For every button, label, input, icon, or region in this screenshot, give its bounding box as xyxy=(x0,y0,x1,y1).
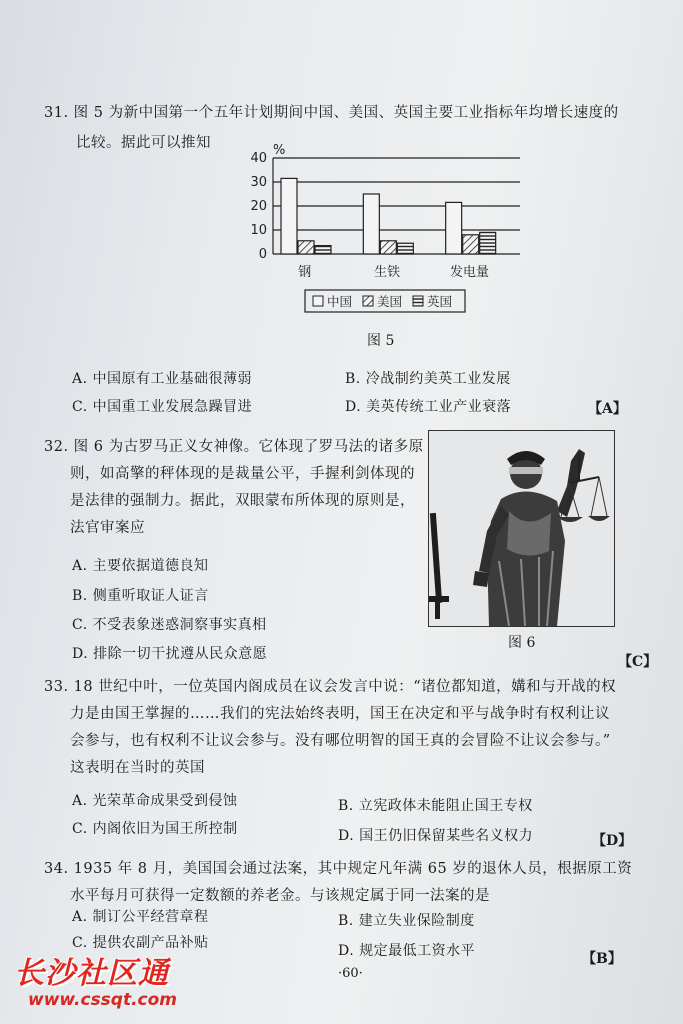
figure-6-caption: 图 6 xyxy=(508,635,536,651)
q34-answer: 【B】 xyxy=(582,951,622,967)
q32-line-4: 法官审案应 xyxy=(70,520,145,536)
chart-bar-horizontal xyxy=(315,246,331,254)
figure-5-caption: 图 5 xyxy=(367,333,395,349)
q33-line-3: 会参与，也有权利不让议会参与。没有哪位明智的国王真的会冒险不让议会参与。” xyxy=(70,733,611,749)
q32-option-a: A. 主要依据道德良知 xyxy=(72,558,209,574)
q31-number: 31. xyxy=(44,105,69,121)
q34-option-a: A. 制订公平经营章程 xyxy=(72,909,209,925)
page-number: ·60· xyxy=(338,966,363,981)
q31-stem-line2: 比较。据此可以推知 xyxy=(76,135,211,151)
legend-swatch-horizontal xyxy=(413,296,423,306)
q31-stem-line1 xyxy=(44,100,619,127)
q33-answer: 【D】 xyxy=(592,833,633,849)
chart-ytick-label: 20 xyxy=(250,199,267,214)
q33-option-d: D. 国王仍旧保留某些名义权力 xyxy=(338,828,534,844)
q33-option-c: C. 内阁依旧为国王所控制 xyxy=(72,821,238,837)
q33-option-a: A. 光荣革命成果受到侵蚀 xyxy=(72,793,238,809)
q33-text-1: 18 世纪中叶，一位英国内阁成员在议会发言中说：“诸位都知道，媾和与开战的权 xyxy=(73,679,617,695)
q32-option-b: B. 侧重听取证人证言 xyxy=(72,588,209,604)
chart-ytick-label: 40 xyxy=(250,151,267,166)
q34-option-b: B. 建立失业保险制度 xyxy=(338,913,475,929)
q32-answer: 【C】 xyxy=(618,654,658,670)
chart-bar-diagonal xyxy=(380,241,396,254)
q32-number: 32. xyxy=(44,439,69,455)
watermark-logo-text: 长沙社区通 xyxy=(14,956,169,991)
chart-ylabel: % xyxy=(273,143,286,158)
chart-ytick-label: 0 xyxy=(258,247,267,262)
q33-line-4: 这表明在当时的英国 xyxy=(70,760,205,776)
q34-stem xyxy=(44,856,644,910)
q34-option-d: D. 规定最低工资水平 xyxy=(338,943,476,959)
chart-category-label: 生铁 xyxy=(374,265,401,280)
q32-line-3: 是法律的强制力。据此，双眼蒙布所体现的原则是， xyxy=(70,493,415,509)
q31-answer: 【A】 xyxy=(588,401,627,417)
watermark-url: www.cssqt.com xyxy=(28,990,178,1010)
q34-text-1: 1935 年 8 月，美国国会通过法案，其中规定凡年满 65 岁的退休人员，根据原工资 xyxy=(73,861,633,877)
q31-option-c: C. 中国重工业发展急躁冒进 xyxy=(72,399,253,415)
chart-category-label: 发电量 xyxy=(449,265,489,280)
chart-bar-blank xyxy=(281,178,297,254)
chart-bar-blank xyxy=(363,194,379,254)
chart-ytick-label: 30 xyxy=(250,175,267,190)
legend-label: 中国 xyxy=(327,294,353,309)
chart-category-label: 钢 xyxy=(298,265,312,280)
q34-option-c: C. 提供农副产品补贴 xyxy=(72,935,209,951)
q34-line-1 xyxy=(44,856,644,883)
legend-label: 英国 xyxy=(427,294,453,309)
q33-number: 33. xyxy=(44,679,69,695)
chart-bar-horizontal xyxy=(397,243,413,254)
legend-swatch-diagonal xyxy=(363,296,373,306)
chart-legend xyxy=(305,290,465,312)
figure-6-justice-statue-image xyxy=(428,430,615,627)
chart-bar-horizontal xyxy=(480,232,496,254)
q33-line-2: 力是由国王掌握的……我们的宪法始终表明，国王在决定和平与战争时有权利让议 xyxy=(70,706,610,722)
q32-text-1: 图 6 为古罗马正义女神像。它体现了罗马法的诸多原 xyxy=(73,439,424,455)
q33-line-1 xyxy=(44,674,644,701)
justitia-statue-icon xyxy=(429,431,614,626)
q33-stem xyxy=(44,674,644,782)
chart-bar-blank xyxy=(446,202,462,254)
q33-option-b: B. 立宪政体未能阻止国王专权 xyxy=(338,798,533,814)
figure-5-bar-chart xyxy=(235,140,535,330)
chart-bar-diagonal xyxy=(298,241,314,254)
q34-number: 34. xyxy=(44,861,69,877)
chart-ytick-label: 10 xyxy=(250,223,267,238)
q32-line-1 xyxy=(44,434,424,461)
q31-option-a: A. 中国原有工业基础很薄弱 xyxy=(72,371,253,387)
q32-option-d: D. 排除一切干扰遵从民众意愿 xyxy=(72,646,268,662)
q32-stem xyxy=(44,434,424,542)
q31-option-b: B. 冷战制约美英工业发展 xyxy=(345,371,511,387)
q31-option-d: D. 美英传统工业产业衰落 xyxy=(345,399,512,415)
q32-line-2: 则，如高擎的秤体现的是裁量公平，手握利剑体现的 xyxy=(70,466,415,482)
legend-label: 美国 xyxy=(377,294,403,309)
q34-line-2: 水平每月可获得一定数额的养老金。与该规定属于同一法案的是 xyxy=(70,888,490,904)
chart-bar-diagonal xyxy=(463,235,479,254)
q31-text-1: 图 5 为新中国第一个五年计划期间中国、美国、英国主要工业指标年均增长速度的 xyxy=(73,105,619,121)
legend-swatch-blank xyxy=(313,296,323,306)
q32-option-c: C. 不受表象迷惑洞察事实真相 xyxy=(72,617,267,633)
